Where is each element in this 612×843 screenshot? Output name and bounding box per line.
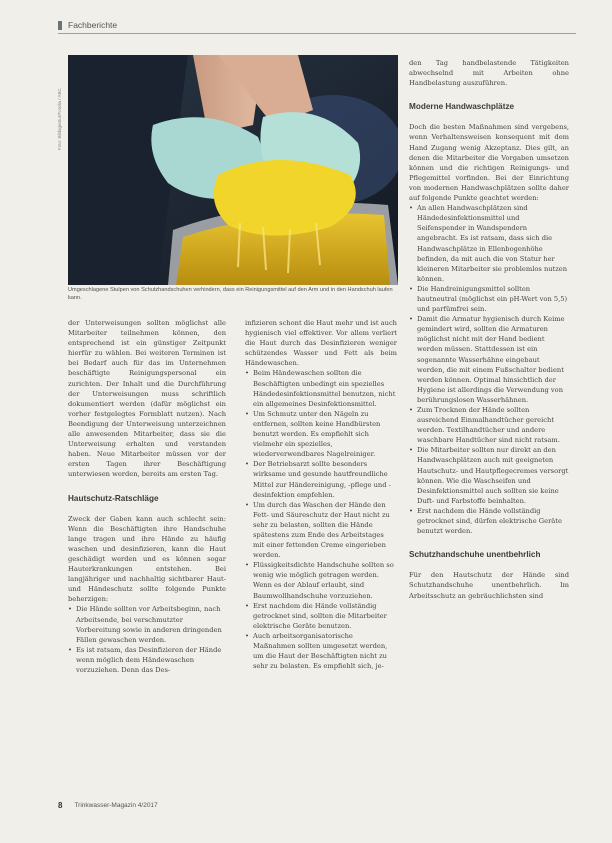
col2-bullet-list xyxy=(245,368,397,671)
col1-intro: der Unterweisungen sollten möglichst alle Mitarbeiter teilnehmen können, den entsprechend ist ein günstiger Zeitpunkt hierfür zu wählen. Bei weiteren Terminen ist bei Bedarf auch für das im Unternehmen beschäftigte Reinigungspersonal ein zurichten. Der Inhalt und die Durchführung der Unterweisungen muss schriftlich dokumentiert werden (dafür möglichst ein vorher festgelegtes Formblatt nutzen). Nach Beendigung der Unterweisung unterzeichnen alle anwesenden Mitarbeiter, dass sie die Unterweisung erhalten und verstanden haben. Neue Mitarbeiter müssen vor der ersten Tagen ihrer Beschäftigung unterwiesen werden, bereits am ersten Tag. xyxy=(68,319,226,479)
list-item: • An allen Handwaschplätzen sind Händedesinfektionsmittel und Seifenspender in Wandspendern angebracht. Es ist ratsam, dass sich die Handwaschplätze in Ellenbogenhöhe befinden, da mit auch die von Statur her kleineren Mitarbeiter sie problemlos nutzen können. xyxy=(409,203,569,284)
col3-paragraph: Doch die besten Maßnahmen sind vergebens, wenn Verhaltensweisen konsequent mit dem Hand Zugang wenig Akzeptanz. Dies gilt, an denen die Mitarbeiter die Vorgaben umsetzen können und die richtigen Reinigungs- und Pflegemittel vorfinden. Bei der Einrichtung von modernen Handwaschplätzen sollte daher auf folgende Punkte geachtet werden: xyxy=(409,123,569,203)
section-label: Fachberichte xyxy=(68,20,118,30)
section-marker xyxy=(58,21,62,30)
heading-handwaschplaetze: Moderne Handwaschplätze xyxy=(409,102,515,112)
photo-credit: Foto: Bildagentur/Fotolia / ABC xyxy=(57,88,62,150)
list-item: • Um Schmutz unter den Nägeln zu entfernen, sollten keine Handbürsten benutzt werden. Es empfiehlt sich vielmehr ein spezielles, wiederverwendbares Nagelreiniger. xyxy=(245,409,397,459)
gloves-wringing-sponge-photo xyxy=(68,55,398,285)
list-item: • Die Hände sollten vor Arbeitsbeginn, nach Arbeitsende, bei verschmutzter Vorbereitung sowie in anderen dringenden Fällen gewaschen werden. xyxy=(68,604,226,644)
page-number: 8 xyxy=(58,801,63,810)
col1-bullet-list xyxy=(68,604,226,675)
column-2 xyxy=(245,318,397,671)
photo-caption: Umgeschlagene Stulpen von Schutzhandschuhen verhindern, dass ein Reinigungsmittel auf den Arm und in den Handschuh laufen kann. xyxy=(68,287,393,301)
article-photo xyxy=(68,55,398,285)
heading-hautschutz: Hautschutz-Ratschläge xyxy=(68,493,159,503)
list-item: • Beim Händewaschen sollten die Beschäftigten unbedingt ein spezielles Händedesinfektionsmittel benutzen, nicht ein allgemeines Desinfektionsmittel. xyxy=(245,368,397,408)
list-item: • Es ist ratsam, das Desinfizieren der Hände wenn möglich dem Händewaschen vorzuziehen. Denn das Des- xyxy=(68,645,226,675)
list-item: • Erst nachdem die Hände vollständig getrocknet sind, dürfen elektrische Geräte benutzt werden. xyxy=(409,506,569,536)
list-item: • Die Mitarbeiter sollten nur direkt an den Handwaschplätzen auch mit geeigneten Hautschutz- und Hautpflegecremes versorgt können. Wie die Waschseifen und Desinfektionsmittel auch sollten sie keine Duft- und Farbstoffe beinhalten. xyxy=(409,445,569,506)
header-rule xyxy=(58,33,576,34)
col3-intro: den Tag handbelastende Tätigkeiten abwechselnd mit Arbeiten ohne Handbelastung auszuführen. xyxy=(409,59,569,88)
page-footer xyxy=(58,801,158,810)
column-3 xyxy=(409,58,569,601)
list-item: • Die Handreinigungsmittel sollten hautneutral (möglichst ein pH-Wert von 5,5) und parfümfrei sein. xyxy=(409,284,569,314)
list-item: • Damit die Armatur hygienisch durch Keime gemindert wird, sollten die Armaturen möglichst nicht mit der Hand bedient werden müssen. Stattdessen ist ein sogenannte Wasserhähne eingebaut werden, die mit einem Fußschalter bedient werden können. Optimal hinsichtlich der Hygiene ist allerdings die Verwendung von berührungslosen Wasserhähnen. xyxy=(409,314,569,405)
col2-intro: infizieren schont die Haut mehr und ist auch hygienisch viel effektiver. Vor allem verliert die Haut durch das Desinfizieren weniger schützendes Wasser und Fett als beim Händewaschen. xyxy=(245,319,397,368)
list-item: • Um durch das Waschen der Hände den Fett- und Säureschutz der Haut nicht zu sehr zu belasten, sollten die Hände spätestens zum Ende des Arbeitstages mit einer fettenden Creme eingerieben werden. xyxy=(245,500,397,561)
col3-bullet-list xyxy=(409,203,569,536)
list-item: • Auch arbeitsorganisatorische Maßnahmen sollten umgesetzt werden, um die Haut der Beschäftigten nicht zu sehr zu belasten. Es empfiehlt sich, je- xyxy=(245,631,397,671)
col1-paragraph: Zweck der Gaben kann auch schlecht sein: Wenn die Beschäftigten ihre Handschuhe lange tragen und ihre Hände zu häufig waschen und desinfizieren, kann die Haut geschädigt werden und es können sogar Hauterkrankungen entstehen. Bei langjähriger und nachhaltig sichtbarer Haut- und Händeschutz sollte folgende Punkte beherzigen: xyxy=(68,514,226,604)
list-item: • Erst nachdem die Hände vollständig getrocknet sind, sollten die Mitarbeiter elektrische Geräte benutzen. xyxy=(245,601,397,631)
list-item: • Zum Trocknen der Hände sollten ausreichend Einmalhandtücher gereicht werden. Textilhandtücher und andere waschbare Handtücher sind nicht ratsam. xyxy=(409,405,569,445)
list-item: • Flüssigkeitsdichte Handschuhe sollten so wenig wie möglich getragen werden. Wenn es der Ablauf erlaubt, sind Baumwollhandschuhe vorzuziehen. xyxy=(245,560,397,600)
journal-name: Trinkwasser-Magazin 4/2017 xyxy=(74,802,158,809)
col3-paragraph-2: Für den Hautschutz der Hände sind Schutzhandschuhe unentbehrlich. Im Arbeitsschutz an gebräuchlichsten sind xyxy=(409,571,569,600)
column-1 xyxy=(68,318,226,675)
list-item: • Der Betriebsarzt sollte besonders wirksame und gesunde hautfreundliche Mittel zur Händereinigung, -pflege und -desinfektion empfehlen. xyxy=(245,459,397,499)
heading-schutzhandschuhe: Schutzhandschuhe unentbehrlich xyxy=(409,550,541,560)
